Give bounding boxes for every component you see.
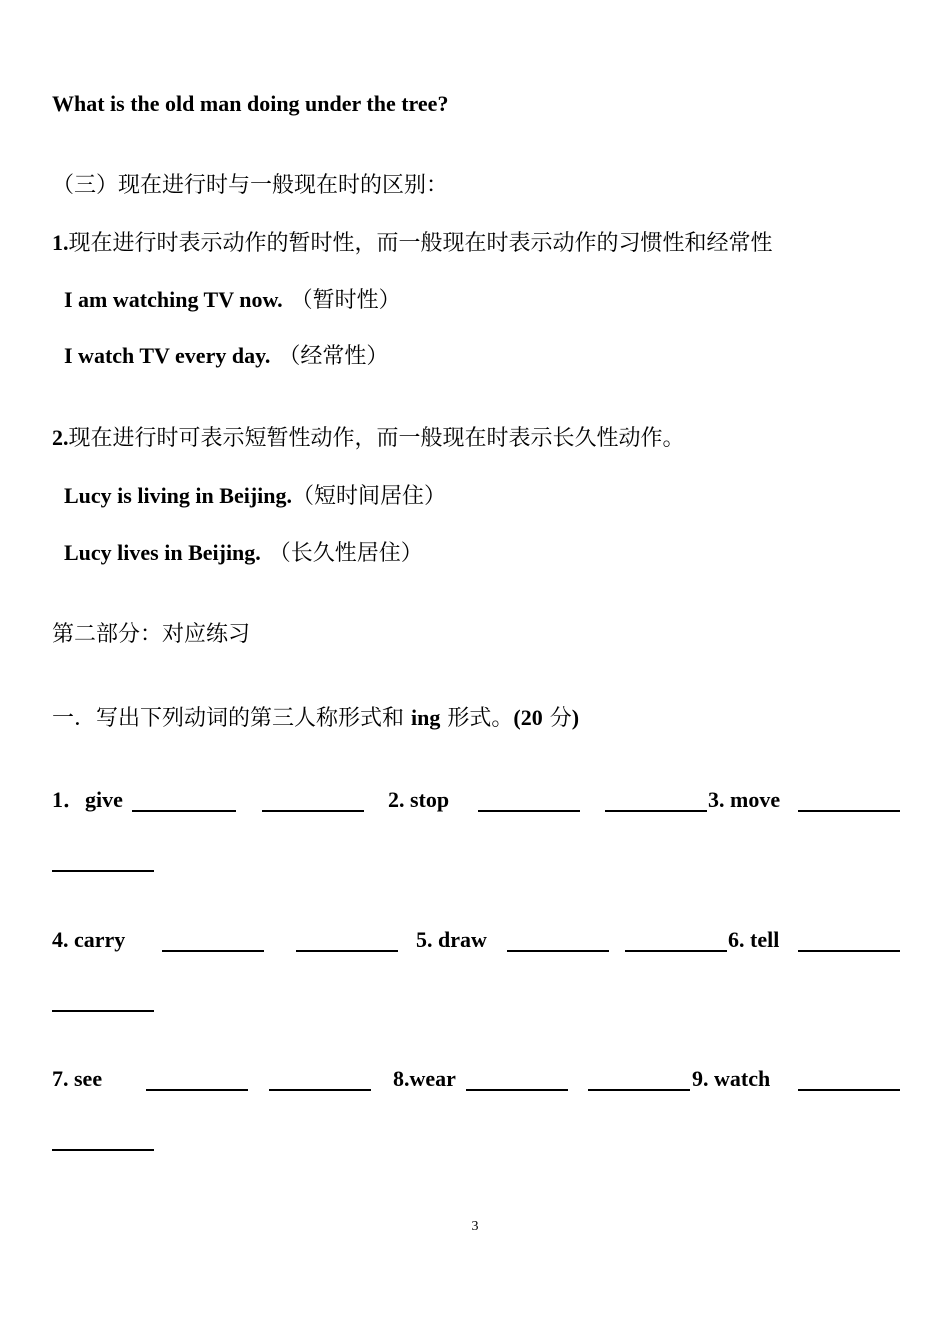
section-heading: （三）现在进行时与一般现在时的区别： <box>52 173 449 198</box>
exercise-row-2 <box>52 926 900 956</box>
instruction-ing: ing <box>411 705 441 730</box>
exercise-item-wear: 8.wear <box>393 1066 456 1091</box>
answer-blank[interactable] <box>507 950 609 952</box>
exercise-row-3-continuation <box>52 1125 900 1155</box>
answer-blank[interactable] <box>478 810 580 812</box>
exercise-item-stop: 2. stop <box>388 787 450 812</box>
part-heading: 第二部分：对应练习 <box>52 622 251 647</box>
example-sentence: I watch TV every day. <box>64 343 271 368</box>
exercise-item-tell: 6. tell <box>728 927 780 952</box>
answer-blank[interactable] <box>798 810 900 812</box>
instruction-prefix: 一．写出下列动词的第三人称形式和 <box>52 706 405 731</box>
answer-blank[interactable] <box>52 1010 154 1012</box>
exercise-item-give: 1．give <box>52 787 123 812</box>
example-sentence: Lucy lives in Beijing. <box>64 540 261 565</box>
answer-blank[interactable] <box>52 870 154 872</box>
instruction-score-close: ) <box>571 705 580 730</box>
example-note: （长久性居住） <box>268 541 423 566</box>
point-2-example-2 <box>64 539 423 568</box>
exercise-instruction <box>52 704 579 733</box>
example-note: （经常性） <box>278 344 389 369</box>
example-note: （暂时性） <box>290 288 401 313</box>
exercise-item-see: 7. see <box>52 1066 103 1091</box>
point-1 <box>52 229 773 258</box>
point-2 <box>52 424 685 453</box>
point-2-example-1 <box>64 482 446 511</box>
point-1-text: 现在进行时表示动作的暂时性，而一般现在时表示动作的习惯性和经常性 <box>68 231 773 256</box>
answer-blank[interactable] <box>262 810 364 812</box>
exercise-item-carry: 4. carry <box>52 927 126 952</box>
exercise-row-1 <box>52 786 900 816</box>
answer-blank[interactable] <box>162 950 264 952</box>
answer-blank[interactable] <box>625 950 727 952</box>
answer-blank[interactable] <box>605 810 707 812</box>
answer-blank[interactable] <box>466 1089 568 1091</box>
point-1-example-2 <box>64 342 388 371</box>
instruction-score: (20 <box>513 705 543 730</box>
page-number: 3 <box>471 1219 479 1234</box>
answer-blank[interactable] <box>798 1089 900 1091</box>
answer-blank[interactable] <box>146 1089 248 1091</box>
example-sentence: I am watching TV now. <box>64 287 283 312</box>
exercise-item-watch: 9. watch <box>692 1066 771 1091</box>
answer-blank[interactable] <box>588 1089 690 1091</box>
point-1-example-1 <box>64 286 401 315</box>
point-2-number: 2. <box>52 425 69 450</box>
exercise-row-3 <box>52 1065 900 1095</box>
instruction-middle: 形式。 <box>447 706 514 731</box>
exercise-item-move: 3. move <box>708 787 781 812</box>
point-1-number: 1. <box>52 230 69 255</box>
example-sentence: Lucy is living in Beijing. <box>64 483 292 508</box>
exercise-row-2-continuation <box>52 986 900 1016</box>
example-note: （短时间居住） <box>292 484 447 509</box>
intro-question: What is the old man doing under the tree? <box>52 91 449 116</box>
exercise-item-draw: 5. draw <box>416 927 487 952</box>
answer-blank[interactable] <box>52 1149 154 1151</box>
answer-blank[interactable] <box>296 950 398 952</box>
instruction-score-unit: 分 <box>549 706 572 731</box>
answer-blank[interactable] <box>269 1089 371 1091</box>
answer-blank[interactable] <box>132 810 236 812</box>
answer-blank[interactable] <box>798 950 900 952</box>
exercise-row-1-continuation <box>52 846 900 876</box>
point-2-text: 现在进行时可表示短暂性动作，而一般现在时表示长久性动作。 <box>68 426 685 451</box>
